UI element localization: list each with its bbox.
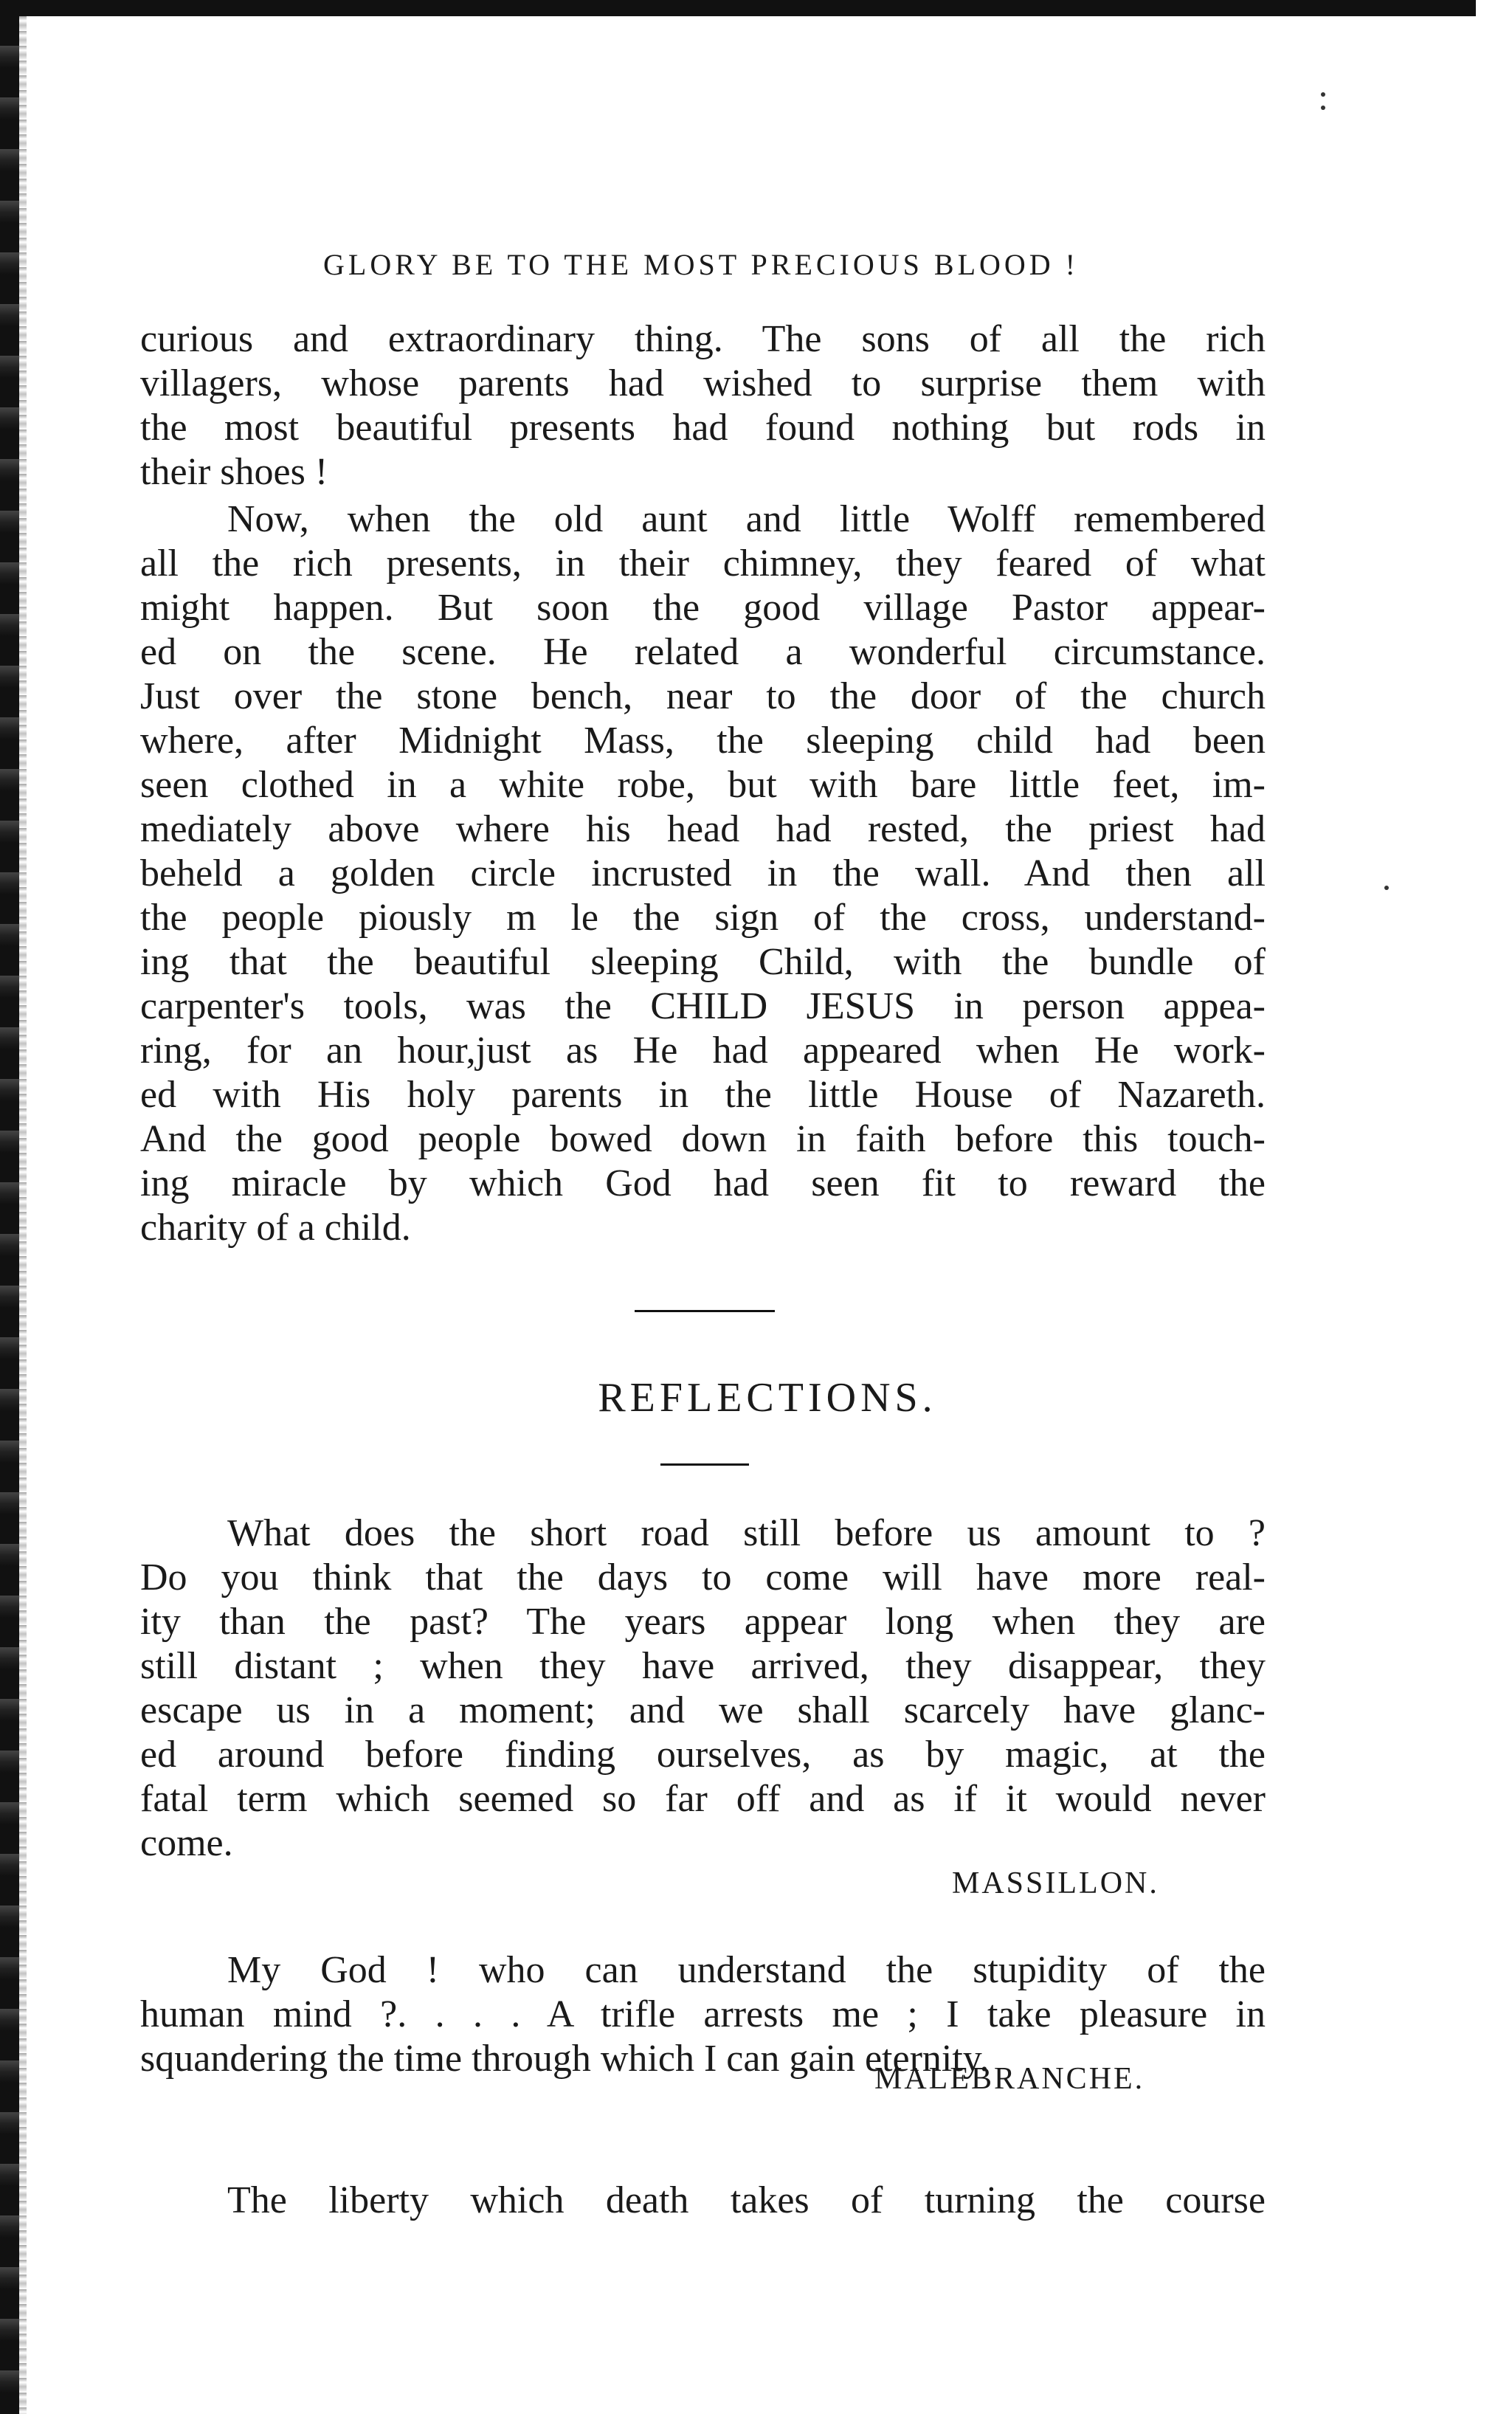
- text-line: Do you think that the days to come will have more real-: [140, 1556, 1266, 1599]
- text-line: What does the short road still before us amount to ?: [227, 1512, 1266, 1554]
- scan-speck: [1321, 92, 1325, 97]
- text-line: ed with His holy parents in the little House of Nazareth.: [140, 1074, 1266, 1116]
- page-left-binding-edge: [0, 16, 19, 2414]
- text-line: all the rich presents, in their chimney, they feared of what: [140, 542, 1266, 584]
- running-head: GLORY BE TO THE MOST PRECIOUS BLOOD !: [323, 248, 1079, 281]
- scan-speck: [1321, 106, 1325, 110]
- text-line: carpenter's tools, was the CHILD JESUS in person appea-: [140, 985, 1266, 1027]
- text-line: might happen. But soon the good village Pastor appear-: [140, 587, 1266, 629]
- text-line: escape us in a moment; and we shall scarcely have glanc-: [140, 1689, 1266, 1731]
- text-line: The liberty which death takes of turning the course: [227, 2179, 1266, 2221]
- text-line: beheld a golden circle incrusted in the wall. And then all: [140, 852, 1266, 894]
- text-line: Just over the stone bench, near to the door of the church: [140, 675, 1266, 717]
- text-line: come.: [140, 1822, 233, 1864]
- heading-divider-rule: [660, 1463, 749, 1466]
- text-line: their shoes !: [140, 451, 328, 493]
- section-divider-rule: [635, 1310, 775, 1312]
- paragraph-2: [140, 497, 1266, 1250]
- text-line: villagers, whose parents had wished to surprise them with: [140, 362, 1266, 404]
- text-line: ring, for an hour,just as He had appeared when He work-: [140, 1030, 1266, 1072]
- text-line: still distant ; when they have arrived, they disappear, they: [140, 1645, 1266, 1687]
- text-line: charity of a child.: [140, 1207, 411, 1249]
- text-line: And the good people bowed down in faith before this touch-: [140, 1118, 1266, 1160]
- text-line: human mind ?. . . . A trifle arrests me ; I take pleasure in: [140, 1993, 1266, 2035]
- attribution-malebranche: MALEBRANCHE.: [874, 2062, 1145, 2096]
- text-line: ity than the past? The years appear long when they are: [140, 1601, 1266, 1643]
- text-line: the most beautiful presents had found nothing but rods in: [140, 407, 1266, 449]
- page-top-border: [0, 0, 1476, 16]
- text-line: mediately above where his head had rested, the priest had: [140, 808, 1266, 850]
- text-line: ing miracle by which God had seen fit to reward the: [140, 1162, 1266, 1204]
- text-line: ed on the scene. He related a wonderful circumstance.: [140, 631, 1266, 673]
- scan-speck: [1384, 886, 1389, 890]
- text-line: curious and extraordinary thing. The sons of all the rich: [140, 318, 1266, 360]
- text-line: My God ! who can understand the stupidity of the: [227, 1949, 1266, 1991]
- reflection-1: [140, 1511, 1266, 1866]
- text-line: ed around before finding ourselves, as by magic, at the: [140, 1734, 1266, 1776]
- paragraph-1: [140, 317, 1266, 494]
- text-line: seen clothed in a white robe, but with bare little feet, im-: [140, 764, 1266, 806]
- section-heading: REFLECTIONS.: [598, 1375, 937, 1421]
- reflection-3: [140, 2179, 1266, 2223]
- text-line: where, after Midnight Mass, the sleeping child had been: [140, 720, 1266, 762]
- text-line: squandering the time through which I can gain eternity.: [140, 2038, 990, 2080]
- text-line: Now, when the old aunt and little Wolff remembered: [227, 498, 1266, 540]
- text-line: ing that the beautiful sleeping Child, with the bundle of: [140, 941, 1266, 983]
- text-line: fatal term which seemed so far off and as if it would never: [140, 1778, 1266, 1820]
- text-line: the people piously m le the sign of the cross, understand-: [140, 897, 1266, 939]
- attribution-massillon: MASSILLON.: [952, 1866, 1159, 1900]
- page-left-binding-shadow: [19, 16, 27, 2414]
